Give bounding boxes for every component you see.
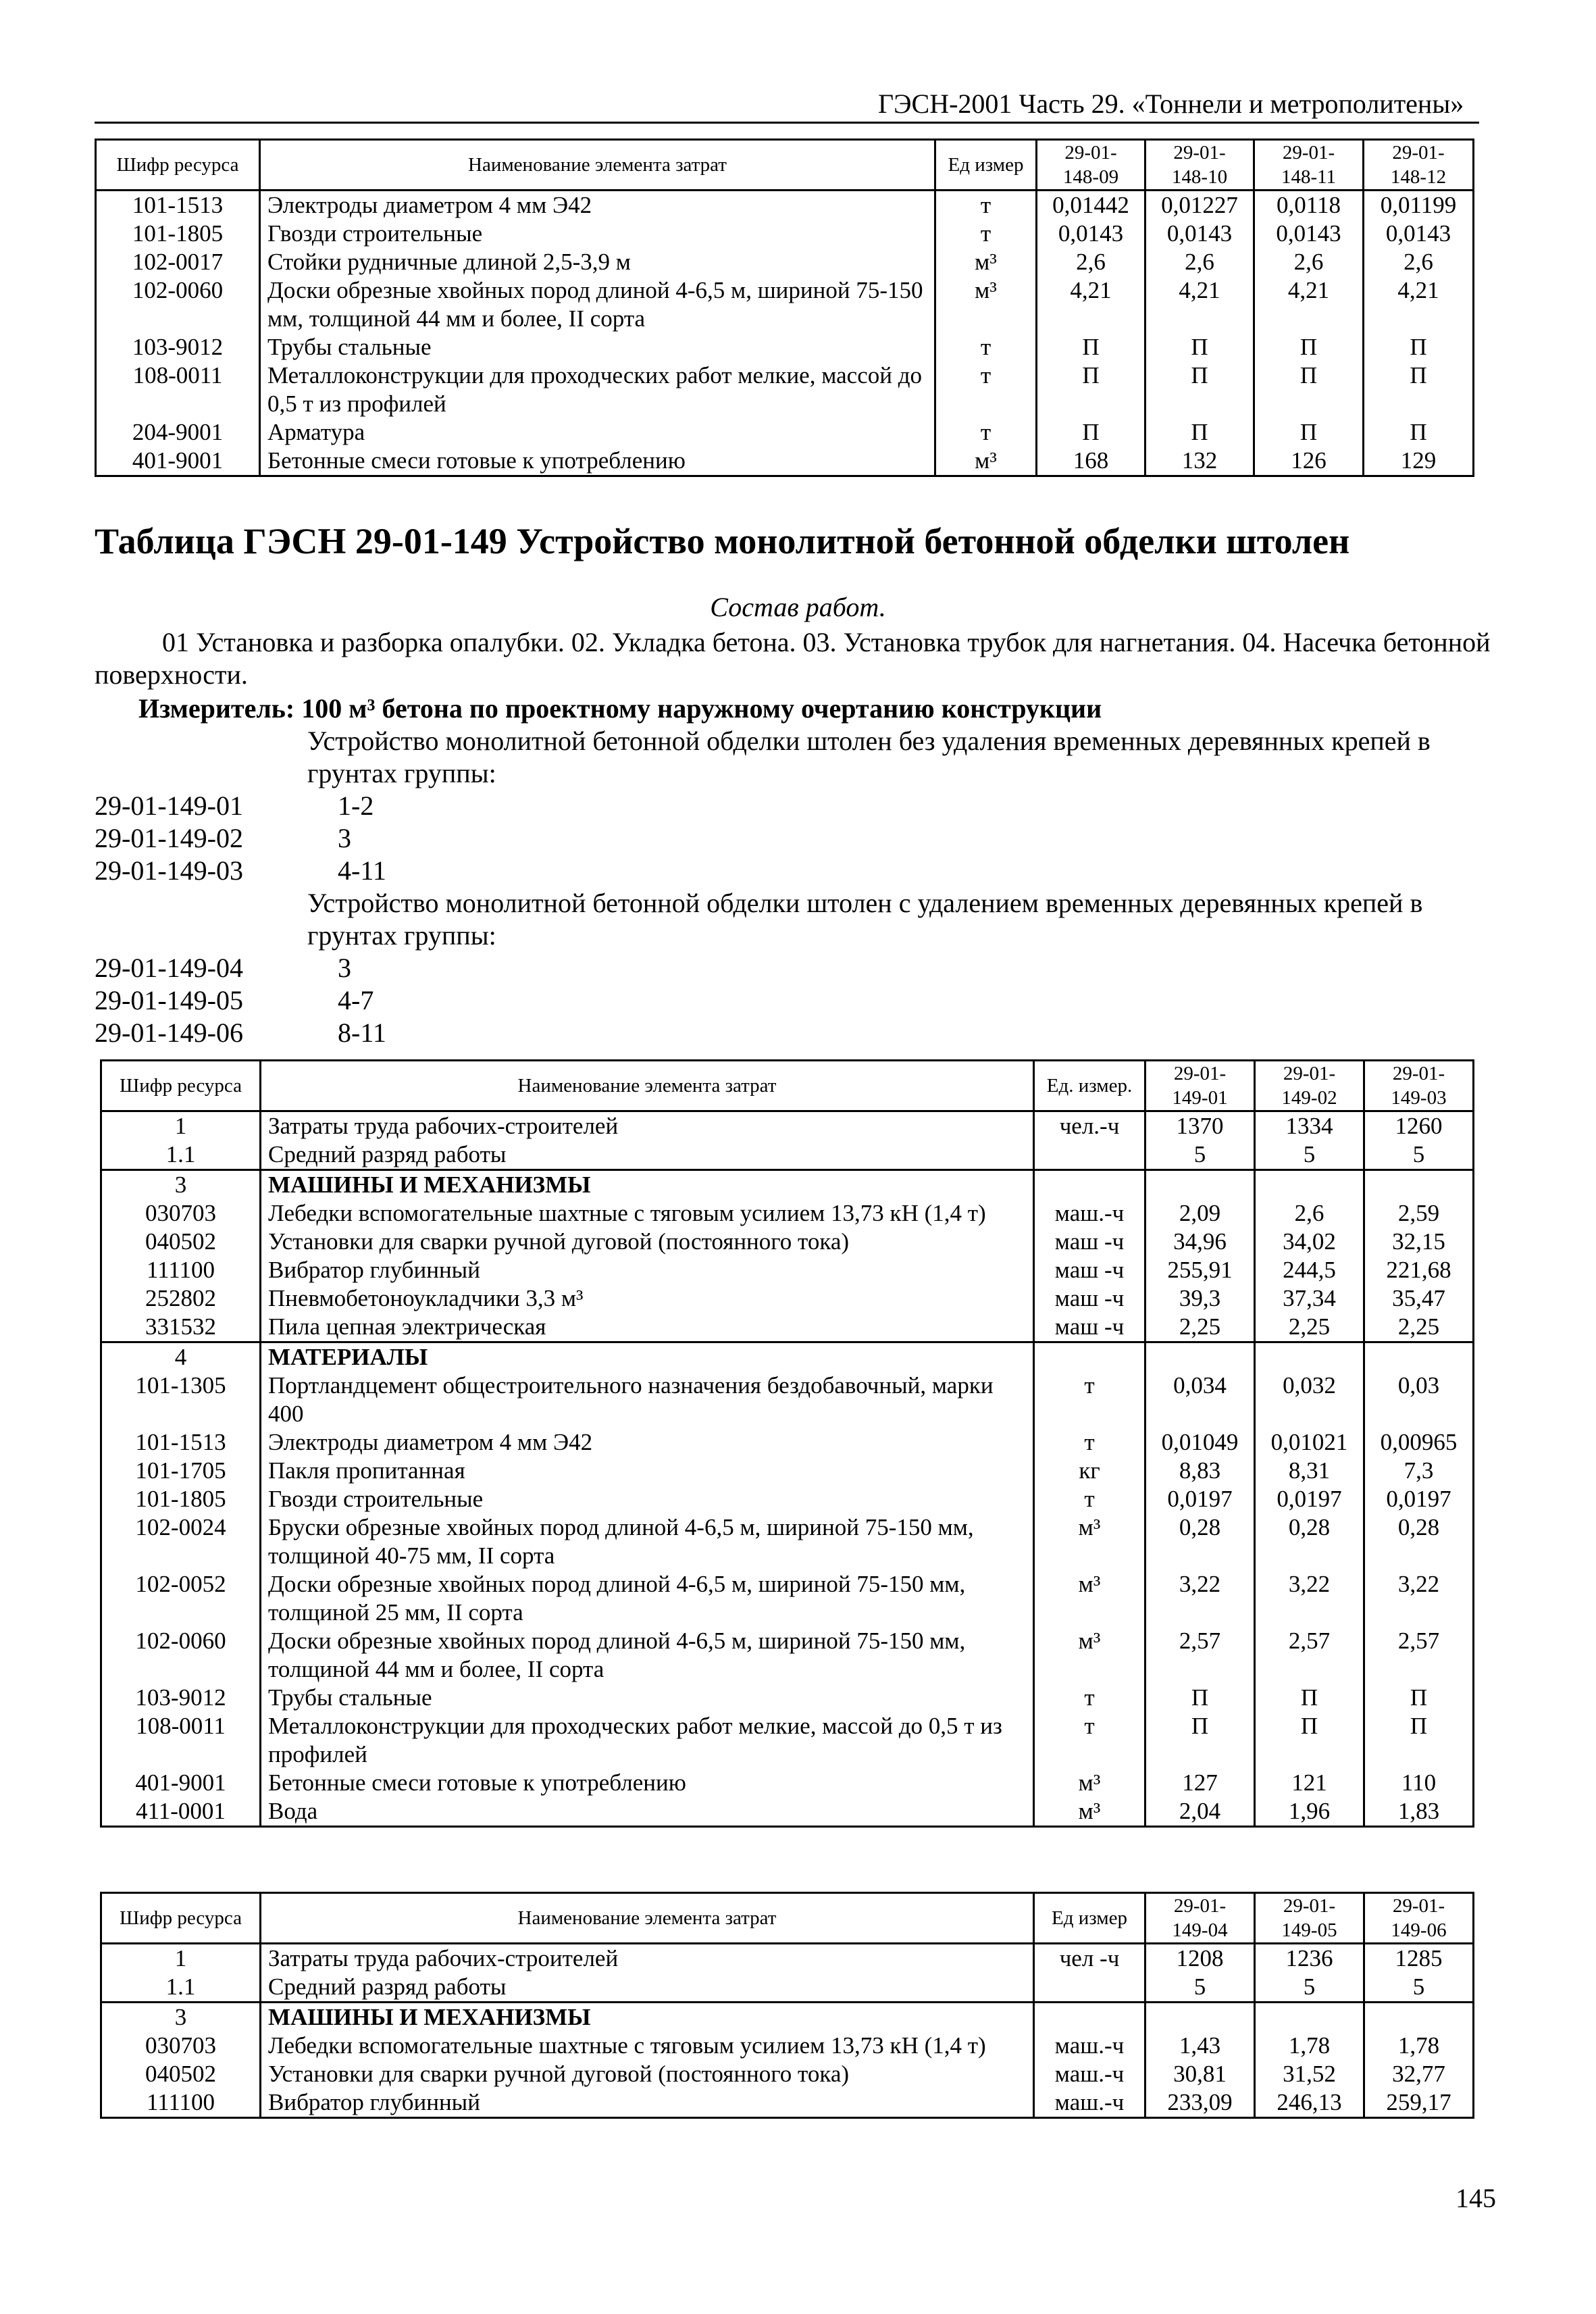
norm-value: 0,03: [1364, 1372, 1474, 1428]
resource-code: 101-1513: [96, 191, 260, 220]
page-number: 145: [1456, 2183, 1496, 2213]
resource-code: 040502: [101, 2060, 261, 2088]
norm-value: 0,0143: [1037, 220, 1145, 248]
unit-cell: м³: [1034, 1627, 1145, 1684]
resource-code: 3: [101, 1170, 261, 1200]
norm-value: 2,6: [1145, 248, 1254, 276]
unit-cell: м³: [1034, 1570, 1145, 1627]
unit-cell: маш.-ч: [1034, 2088, 1145, 2118]
resource-name: Металлоконструкции для проходческих работ мелкие, массой до 0,5 т из профилей: [261, 1712, 1034, 1769]
col-header-norm: 29-01- 148-09: [1037, 140, 1145, 191]
unit-cell: маш -ч: [1034, 1284, 1145, 1313]
table-row: [96, 191, 1474, 220]
col-header-name: Наименование элемента затрат: [261, 1061, 1034, 1111]
col-header-norm: 29-01- 149-05: [1255, 1893, 1364, 1944]
unit-cell: кг: [1034, 1457, 1145, 1485]
table-title: Таблица ГЭСН 29-01-149 Устройство монолитной бетонной обделки штолен: [95, 521, 1350, 561]
table-row: [96, 248, 1474, 276]
table-row: [101, 1485, 1474, 1513]
table-row: [96, 220, 1474, 248]
norm-value: 1,78: [1255, 2032, 1364, 2060]
table-row: [101, 1513, 1474, 1570]
resource-code: 101-1305: [101, 1372, 261, 1428]
norm-value: 5: [1255, 1140, 1364, 1170]
norm-value: 233,09: [1145, 2088, 1255, 2118]
header-rule: [95, 122, 1479, 124]
resource-code: 331532: [101, 1313, 261, 1342]
table-row: [101, 1684, 1474, 1712]
resource-name: Доски обрезные хвойных пород длиной 4-6,5 м, шириной 75-150 мм, толщиной 44 мм и более, II сорта: [261, 1627, 1034, 1684]
resource-name: Арматура: [260, 418, 935, 447]
norm-value: П: [1037, 418, 1145, 447]
norm-value: П: [1145, 1712, 1255, 1769]
unit-cell: м³: [935, 447, 1037, 476]
norm-value: 1236: [1255, 1944, 1364, 1973]
unit-cell: [1034, 1140, 1145, 1170]
norm-value: 31,52: [1255, 2060, 1364, 2088]
resource-name: Бетонные смеси готовые к употреблению: [260, 447, 935, 476]
norm-value: П: [1255, 1712, 1364, 1769]
norm-value: 5: [1145, 1140, 1255, 1170]
norm-value: 126: [1254, 447, 1364, 476]
table-row: [101, 1111, 1474, 1141]
norm-value: 121: [1255, 1769, 1364, 1797]
resource-code: 030703: [101, 2032, 261, 2060]
resource-name: Гвозди строительные: [261, 1485, 1034, 1513]
norm-value: 2,25: [1364, 1313, 1474, 1342]
norm-value: П: [1145, 1684, 1255, 1712]
norm-value: 132: [1145, 447, 1254, 476]
resource-code: 101-1705: [101, 1457, 261, 1485]
resource-code: 1: [101, 1944, 261, 1973]
norm-value: 246,13: [1255, 2088, 1364, 2118]
unit-cell: т: [935, 418, 1037, 447]
norm-value: 1,96: [1255, 1797, 1364, 1827]
table-row: [101, 1313, 1474, 1342]
col-header-unit: Ед измер: [1034, 1893, 1145, 1944]
norm-value: 35,47: [1364, 1284, 1474, 1313]
table-row: [101, 1627, 1474, 1684]
norm-value: 2,6: [1254, 248, 1364, 276]
section-row: [101, 1170, 1474, 1200]
resource-code: 108-0011: [101, 1712, 261, 1769]
resource-code: 103-9012: [101, 1684, 261, 1712]
resource-name: Доски обрезные хвойных пород длиной 4-6,5 м, шириной 75-150 мм, толщиной 25 мм, II сорта: [261, 1570, 1034, 1627]
norm-value: 0,01442: [1037, 191, 1145, 220]
norm-value: 0,0197: [1145, 1485, 1255, 1513]
soil-group: 4-7: [338, 985, 374, 1015]
resource-name: Стойки рудничные длиной 2,5-3,9 м: [260, 248, 935, 276]
norm-value: 5: [1145, 1973, 1255, 2003]
unit-cell: т: [1034, 1485, 1145, 1513]
resource-code: 030703: [101, 1199, 261, 1228]
table-row: [101, 1973, 1474, 2003]
unit-cell: т: [1034, 1712, 1145, 1769]
norm-value: 0,00965: [1364, 1428, 1474, 1457]
norm-value: 30,81: [1145, 2060, 1255, 2088]
table-row: [96, 276, 1474, 333]
norm-value: [1255, 1342, 1364, 1372]
section-row: [101, 1342, 1474, 1372]
norm-value: 1208: [1145, 1944, 1255, 1973]
resource-table-149-01-03: [100, 1059, 1474, 1828]
col-header-unit: Ед измер: [935, 140, 1037, 191]
resource-code: 3: [101, 2003, 261, 2032]
table-row: [101, 1140, 1474, 1170]
resource-name: Трубы стальные: [261, 1684, 1034, 1712]
table-row: [101, 1372, 1474, 1428]
unit-cell: м³: [1034, 1769, 1145, 1797]
resource-code: 204-9001: [96, 418, 260, 447]
resource-code: 252802: [101, 1284, 261, 1313]
soil-group: 1-2: [338, 790, 374, 821]
work-composition-heading: Состав работ.: [710, 592, 886, 622]
unit-cell: чел.-ч: [1034, 1111, 1145, 1141]
resource-name: Электроды диаметром 4 мм Э42: [260, 191, 935, 220]
col-header-norm: 29-01- 149-03: [1364, 1061, 1474, 1111]
col-header-name: Наименование элемента затрат: [260, 140, 935, 191]
resource-code: 1.1: [101, 1973, 261, 2003]
unit-cell: т: [935, 333, 1037, 361]
soil-group: 3: [338, 953, 351, 983]
norm-value: 0,0143: [1254, 220, 1364, 248]
unit-cell: [1034, 1973, 1145, 2003]
norm-value: 1260: [1364, 1111, 1474, 1141]
norm-description-2: Устройство монолитной бетонной обделки штолен с удалением временных деревянных крепей в грунтах группы:: [307, 888, 1423, 951]
unit-cell: маш.-ч: [1034, 2060, 1145, 2088]
norm-value: 34,02: [1255, 1228, 1364, 1256]
norm-code: 29-01-149-02: [95, 823, 243, 853]
norm-value: 255,91: [1145, 1256, 1255, 1284]
meter-text: Измеритель: 100 м³ бетона по проектному наружному очертанию конструкции: [138, 693, 1102, 724]
resource-name: Пила цепная электрическая: [261, 1313, 1034, 1342]
table-row: [101, 2060, 1474, 2088]
resource-name: Средний разряд работы: [261, 1973, 1034, 2003]
norm-value: 221,68: [1364, 1256, 1474, 1284]
table-row: [96, 333, 1474, 361]
meter-line: [138, 693, 1102, 724]
col-header-norm: 29-01- 148-12: [1364, 140, 1474, 191]
resource-code: 411-0001: [101, 1797, 261, 1827]
col-header-norm: 29-01- 149-01: [1145, 1061, 1255, 1111]
table-row: [101, 1769, 1474, 1797]
unit-cell: маш -ч: [1034, 1256, 1145, 1284]
soil-group: 3: [338, 823, 351, 853]
norm-value: 5: [1364, 1140, 1474, 1170]
resource-name: Портландцемент общестроительного назначения бездобавочный, марки 400: [261, 1372, 1034, 1428]
norm-value: 0,0197: [1364, 1485, 1474, 1513]
resource-name: МАТЕРИАЛЫ: [261, 1342, 1034, 1372]
section-row: [101, 2003, 1474, 2032]
resource-code: 102-0060: [101, 1627, 261, 1684]
norm-value: П: [1255, 1684, 1364, 1712]
norm-code: 29-01-149-06: [95, 1017, 243, 1048]
table-row: [101, 1570, 1474, 1627]
norm-value: 0,01049: [1145, 1428, 1255, 1457]
col-header-code: Шифр ресурса: [101, 1061, 261, 1111]
resource-table-148: [95, 139, 1474, 477]
unit-cell: т: [935, 361, 1037, 418]
norm-description-1: Устройство монолитной бетонной обделки штолен без удаления временных деревянных крепей в грунтах группы:: [307, 726, 1431, 788]
norm-value: П: [1364, 418, 1474, 447]
norm-value: 0,28: [1145, 1513, 1255, 1570]
norm-value: 2,6: [1255, 1199, 1364, 1228]
norm-value: 3,22: [1145, 1570, 1255, 1627]
resource-name: МАШИНЫ И МЕХАНИЗМЫ: [261, 2003, 1034, 2032]
norm-value: 5: [1364, 1973, 1474, 2003]
col-header-norm: 29-01- 149-02: [1255, 1061, 1364, 1111]
col-header-unit: Ед. измер.: [1034, 1061, 1145, 1111]
norm-value: 4,21: [1364, 276, 1474, 333]
norm-value: 2,57: [1364, 1627, 1474, 1684]
resource-code: 103-9012: [96, 333, 260, 361]
resource-name: Лебедки вспомогательные шахтные с тяговым усилием 13,73 кН (1,4 т): [261, 1199, 1034, 1228]
norm-value: [1145, 1170, 1255, 1200]
col-header-code: Шифр ресурса: [101, 1893, 261, 1944]
unit-cell: маш -ч: [1034, 1228, 1145, 1256]
norm-value: 32,15: [1364, 1228, 1474, 1256]
norm-value: 0,032: [1255, 1372, 1364, 1428]
norm-value: П: [1145, 418, 1254, 447]
norm-value: [1145, 2003, 1255, 2032]
norm-value: 127: [1145, 1769, 1255, 1797]
norm-value: П: [1364, 361, 1474, 418]
norm-value: 1,43: [1145, 2032, 1255, 2060]
unit-cell: т: [935, 220, 1037, 248]
norm-value: [1364, 1342, 1474, 1372]
resource-name: Лебедки вспомогательные шахтные с тяговым усилием 13,73 кН (1,4 т): [261, 2032, 1034, 2060]
unit-cell: м³: [1034, 1797, 1145, 1827]
soil-group: 4-11: [338, 855, 386, 886]
table-row: [96, 447, 1474, 476]
norm-value: 2,04: [1145, 1797, 1255, 1827]
resource-name: Установки для сварки ручной дуговой (постоянного тока): [261, 1228, 1034, 1256]
unit-cell: т: [1034, 1372, 1145, 1428]
norm-value: П: [1254, 418, 1364, 447]
norm-value: 1,83: [1364, 1797, 1474, 1827]
unit-cell: [1034, 2003, 1145, 2032]
col-header-norm: 29-01- 149-04: [1145, 1893, 1255, 1944]
unit-cell: т: [935, 191, 1037, 220]
norm-value: 1334: [1255, 1111, 1364, 1141]
table-row: [101, 1428, 1474, 1457]
norm-value: 2,25: [1255, 1313, 1364, 1342]
norm-value: 34,96: [1145, 1228, 1255, 1256]
norm-value: [1255, 2003, 1364, 2032]
resource-name: Установки для сварки ручной дуговой (постоянного тока): [261, 2060, 1034, 2088]
table-row: [101, 1228, 1474, 1256]
norm-value: 0,0143: [1364, 220, 1474, 248]
unit-cell: маш -ч: [1034, 1313, 1145, 1342]
norm-value: П: [1145, 333, 1254, 361]
resource-code: 101-1513: [101, 1428, 261, 1457]
norm-value: П: [1364, 1712, 1474, 1769]
norm-value: 0,01199: [1364, 191, 1474, 220]
norm-value: 1285: [1364, 1944, 1474, 1973]
norm-value: 0,0143: [1145, 220, 1254, 248]
table-row: [101, 1284, 1474, 1313]
resource-code: 401-9001: [96, 447, 260, 476]
norm-value: 4,21: [1145, 276, 1254, 333]
norm-value: П: [1254, 333, 1364, 361]
norm-value: 2,57: [1255, 1627, 1364, 1684]
norm-value: 39,3: [1145, 1284, 1255, 1313]
norm-value: 3,22: [1364, 1570, 1474, 1627]
norm-value: 0,28: [1255, 1513, 1364, 1570]
norm-value: 259,17: [1364, 2088, 1474, 2118]
norm-value: 4,21: [1254, 276, 1364, 333]
running-header: ГЭСН-2001 Часть 29. «Тоннели и метрополитены»: [878, 89, 1464, 119]
resource-code: 401-9001: [101, 1769, 261, 1797]
table-row: [101, 1256, 1474, 1284]
norm-value: П: [1364, 1684, 1474, 1712]
table-row: [101, 1944, 1474, 1973]
norm-value: 244,5: [1255, 1256, 1364, 1284]
table-row: [101, 2088, 1474, 2118]
norm-value: П: [1037, 333, 1145, 361]
col-header-name: Наименование элемента затрат: [261, 1893, 1034, 1944]
norm-code: 29-01-149-01: [95, 790, 243, 821]
norm-value: 2,25: [1145, 1313, 1255, 1342]
table-row: [96, 361, 1474, 418]
norm-value: 2,6: [1364, 248, 1474, 276]
soil-group: 8-11: [338, 1017, 386, 1048]
norm-value: [1364, 1170, 1474, 1200]
resource-code: 101-1805: [101, 1485, 261, 1513]
resource-code: 4: [101, 1342, 261, 1372]
resource-name: Пакля пропитанная: [261, 1457, 1034, 1485]
norm-value: П: [1364, 333, 1474, 361]
resource-name: Вода: [261, 1797, 1034, 1827]
norm-value: 8,83: [1145, 1457, 1255, 1485]
norm-code: 29-01-149-05: [95, 985, 243, 1015]
norm-value: 5: [1255, 1973, 1364, 2003]
norm-value: 32,77: [1364, 2060, 1474, 2088]
table-row: [101, 1457, 1474, 1485]
resource-code: 102-0060: [96, 276, 260, 333]
resource-name: Пневмобетоноукладчики 3,3 м³: [261, 1284, 1034, 1313]
norm-value: 1,78: [1364, 2032, 1474, 2060]
norm-value: 0,01227: [1145, 191, 1254, 220]
resource-name: Доски обрезные хвойных пород длиной 4-6,5 м, шириной 75-150 мм, толщиной 44 мм и более, II сорта: [260, 276, 935, 333]
table-row: [101, 1797, 1474, 1827]
resource-name: Гвозди строительные: [260, 220, 935, 248]
resource-name: Вибратор глубинный: [261, 2088, 1034, 2118]
norm-value: 2,57: [1145, 1627, 1255, 1684]
resource-code: 1.1: [101, 1140, 261, 1170]
resource-code: 101-1805: [96, 220, 260, 248]
norm-value: 0,0118: [1254, 191, 1364, 220]
resource-code: 111100: [101, 1256, 261, 1284]
unit-cell: маш.-ч: [1034, 2032, 1145, 2060]
norm-code: 29-01-149-03: [95, 855, 243, 886]
resource-name: Затраты труда рабочих-строителей: [261, 1944, 1034, 1973]
norm-value: П: [1145, 361, 1254, 418]
resource-name: Вибратор глубинный: [261, 1256, 1034, 1284]
resource-name: Средний разряд работы: [261, 1140, 1034, 1170]
unit-cell: [1034, 1170, 1145, 1200]
norm-value: 2,6: [1037, 248, 1145, 276]
table-row: [101, 2032, 1474, 2060]
resource-code: 102-0017: [96, 248, 260, 276]
col-header-norm: 29-01- 149-06: [1364, 1893, 1474, 1944]
resource-name: Бетонные смеси готовые к употреблению: [261, 1769, 1034, 1797]
resource-name: Трубы стальные: [260, 333, 935, 361]
norm-code: 29-01-149-04: [95, 953, 243, 983]
norm-value: [1145, 1342, 1255, 1372]
norm-value: 129: [1364, 447, 1474, 476]
norm-value: 8,31: [1255, 1457, 1364, 1485]
resource-code: 102-0052: [101, 1570, 261, 1627]
norm-value: 0,28: [1364, 1513, 1474, 1570]
unit-cell: чел -ч: [1034, 1944, 1145, 1973]
table-row: [96, 418, 1474, 447]
norm-value: 168: [1037, 447, 1145, 476]
norm-value: 4,21: [1037, 276, 1145, 333]
resource-name: Затраты труда рабочих-строителей: [261, 1111, 1034, 1141]
resource-name: Металлоконструкции для проходческих работ мелкие, массой до 0,5 т из профилей: [260, 361, 935, 418]
unit-cell: т: [1034, 1428, 1145, 1457]
resource-code: 1: [101, 1111, 261, 1141]
resource-table-149-04-06: [100, 1892, 1474, 2119]
norm-value: [1364, 2003, 1474, 2032]
resource-name: Бруски обрезные хвойных пород длиной 4-6,5 м, шириной 75-150 мм, толщиной 40-75 мм, II сорта: [261, 1513, 1034, 1570]
unit-cell: маш.-ч: [1034, 1199, 1145, 1228]
col-header-norm: 29-01- 148-11: [1254, 140, 1364, 191]
norm-value: 0,0197: [1255, 1485, 1364, 1513]
table-row: [101, 1199, 1474, 1228]
norm-value: 1370: [1145, 1111, 1255, 1141]
work-composition-text: 01 Установка и разборка опалубки. 02. Укладка бетона. 03. Установка трубок для нагнетания. 04. Насечка бетонной поверхности.: [95, 627, 1491, 690]
norm-value: 7,3: [1364, 1457, 1474, 1485]
resource-name: Электроды диаметром 4 мм Э42: [261, 1428, 1034, 1457]
unit-cell: м³: [935, 276, 1037, 333]
resource-name: МАШИНЫ И МЕХАНИЗМЫ: [261, 1170, 1034, 1200]
resource-code: 040502: [101, 1228, 261, 1256]
norm-value: 2,59: [1364, 1199, 1474, 1228]
unit-cell: м³: [1034, 1513, 1145, 1570]
norm-value: 0,01021: [1255, 1428, 1364, 1457]
resource-code: 108-0011: [96, 361, 260, 418]
norm-value: 3,22: [1255, 1570, 1364, 1627]
norm-value: П: [1254, 361, 1364, 418]
col-header-norm: 29-01- 148-10: [1145, 140, 1254, 191]
norm-value: 37,34: [1255, 1284, 1364, 1313]
resource-code: 102-0024: [101, 1513, 261, 1570]
col-header-code: Шифр ресурса: [96, 140, 260, 191]
norm-value: 110: [1364, 1769, 1474, 1797]
unit-cell: т: [1034, 1684, 1145, 1712]
norm-value: П: [1037, 361, 1145, 418]
norm-value: 2,09: [1145, 1199, 1255, 1228]
resource-code: 111100: [101, 2088, 261, 2118]
table-row: [101, 1712, 1474, 1769]
unit-cell: [1034, 1342, 1145, 1372]
norm-value: 0,034: [1145, 1372, 1255, 1428]
unit-cell: м³: [935, 248, 1037, 276]
norm-value: [1255, 1170, 1364, 1200]
